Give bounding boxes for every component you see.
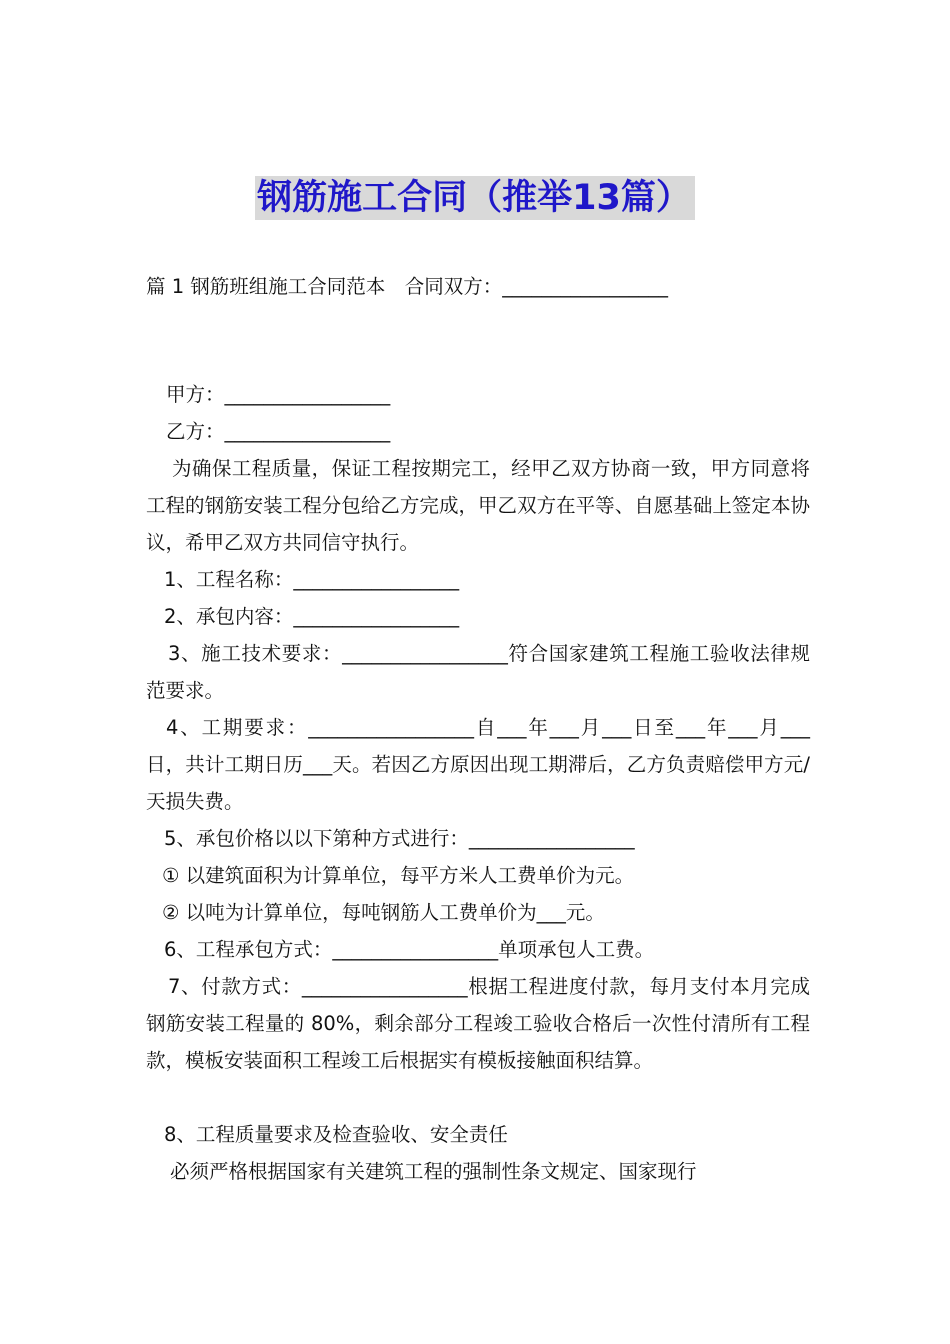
item-3: 3、施工技术要求：_________________符合国家建筑工程施工验收法律规范要求。 <box>146 642 810 702</box>
item-4: 4、工期要求：_________________自___年___月___日至___年___月___日，共计工期日历___天。若因乙方原因出现工期滞后，乙方负责赔偿甲方元/天损失费。 <box>146 716 810 813</box>
item-6: 6、工程承包方式：_________________单项承包人工费。 <box>164 938 655 961</box>
title-wrap <box>0 176 950 220</box>
party-a-line: 甲方：_________________ <box>166 383 391 406</box>
item-5-option-1: ① 以建筑面积为计算单位，每平方米人工费单价为元。 <box>162 864 635 887</box>
contract-heading: 篇 1 钢筋班组施工合同范本 合同双方：_________________ <box>146 275 669 298</box>
item-7: 7、付款方式：_________________根据工程进度付款，每月支付本月完成钢筋安装工程量的 80%，剩余部分工程竣工验收合格后一次性付清所有工程款，模板安装面积工程竣工后根据实有模板接触面积结算。 <box>146 975 810 1072</box>
item-8-body: 必须严格根据国家有关建筑工程的强制性条文规定、国家现行 <box>170 1160 697 1183</box>
item-1: 1、工程名称：_________________ <box>164 568 460 591</box>
item-5-option-2: ② 以吨为计算单位，每吨钢筋人工费单价为___元。 <box>162 901 605 924</box>
item-8: 8、工程质量要求及检查验收、安全责任 <box>164 1123 508 1146</box>
item-5: 5、承包价格以以下第种方式进行：_________________ <box>164 827 635 850</box>
party-b-line: 乙方：_________________ <box>166 420 391 443</box>
item-2: 2、承包内容：_________________ <box>164 605 460 628</box>
intro-paragraph: 为确保工程质量，保证工程按期完工，经甲乙双方协商一致，甲方同意将工程的钢筋安装工程分包给乙方完成，甲乙双方在平等、自愿基础上签定本协议，希甲乙双方共同信守执行。 <box>146 457 810 554</box>
document-title: 钢筋施工合同（推举13篇） <box>255 176 695 220</box>
